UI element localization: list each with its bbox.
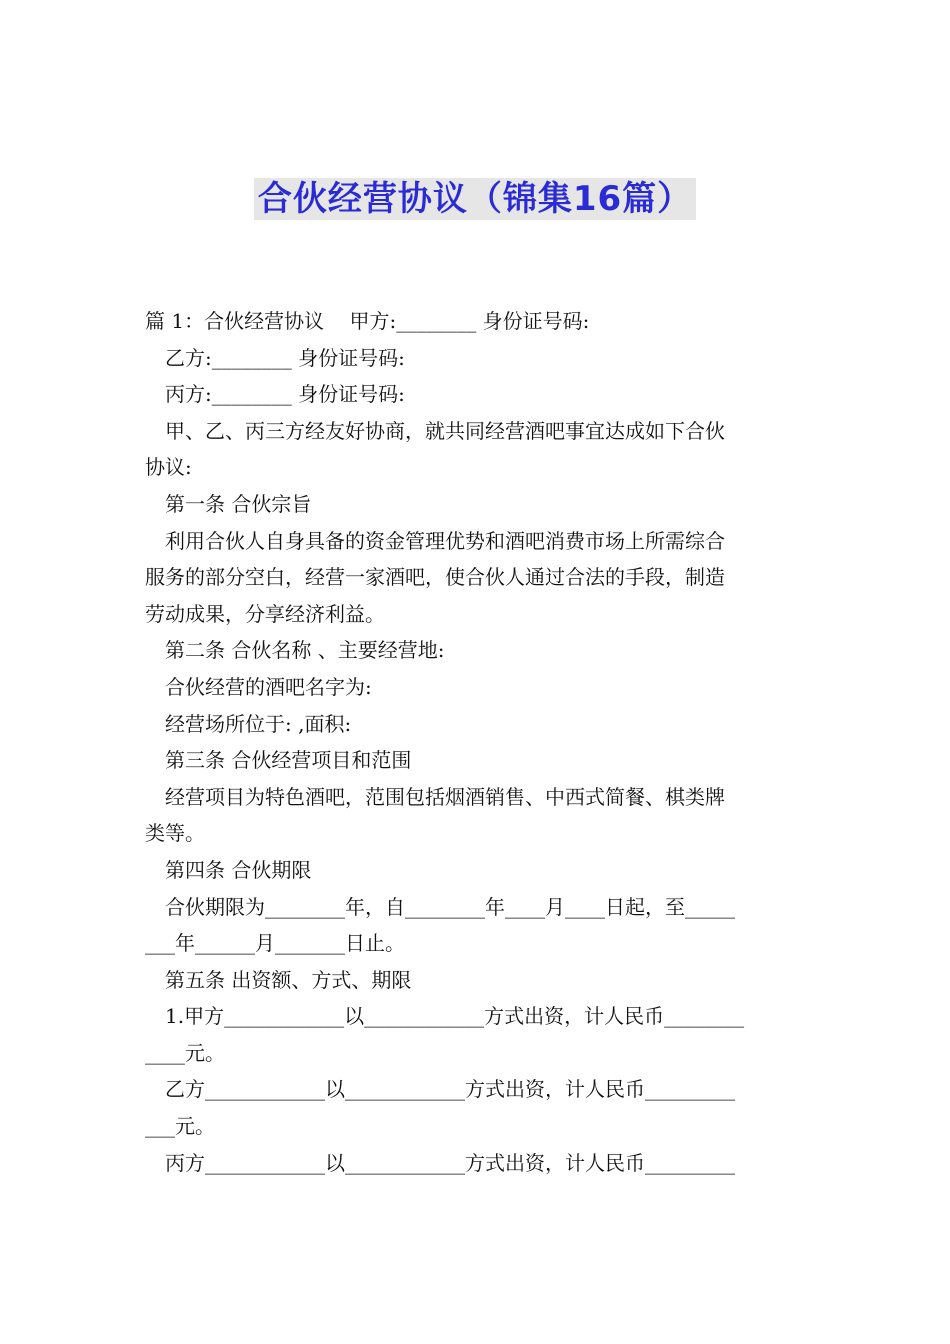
article-5-heading: 第五条 出资额、方式、期限 [165, 967, 412, 992]
article-5-party-b-line-1: 乙方____________以____________方式出资，计人民币_________ [165, 1077, 735, 1102]
article-3-heading: 第三条 合伙经营项目和范围 [165, 748, 412, 773]
article-5-party-a-line-1: 1.甲方____________以____________方式出资，计人民币________ [165, 1004, 745, 1029]
article-1-line-1: 利用合伙人自身具备的资金管理优势和酒吧消费市场上所需综合 [165, 528, 725, 553]
intro-line-1: 甲、乙、丙三方经友好协商，就共同经营酒吧事宜达成如下合伙 [165, 418, 725, 443]
article-1-line-3: 劳动成果，分享经济利益。 [145, 601, 385, 626]
article-2-heading: 第二条 合伙名称 、主要经营地: [165, 638, 445, 663]
party-a-line: 篇 1：合伙经营协议 甲方:________ 身份证号码: [145, 309, 590, 333]
article-1-line-2: 服务的部分空白，经营一家酒吧，使合伙人通过合法的手段，制造 [145, 565, 725, 590]
title-container [0, 178, 950, 220]
article-1-heading: 第一条 合伙宗旨 [165, 491, 312, 516]
article-5-party-b-line-2: ___元。 [145, 1114, 215, 1139]
article-2-name-line: 合伙经营的酒吧名字为: [165, 674, 372, 699]
article-5-party-a-line-2: ____元。 [145, 1040, 225, 1065]
party-c-line: 丙方:________ 身份证号码: [165, 382, 405, 407]
article-4-heading: 第四条 合伙期限 [165, 857, 312, 882]
intro-line-2: 协议: [145, 455, 192, 480]
article-5-party-c-line-1: 丙方____________以____________方式出资，计人民币_________ [165, 1150, 735, 1175]
document-body [145, 303, 810, 1181]
article-4-line-2: ___年______月_______日止。 [145, 931, 405, 956]
document-title: 合伙经营协议（锦集16篇） [254, 178, 696, 220]
article-2-location-line: 经营场所位于: ,面积: [165, 711, 352, 736]
article-3-line-1: 经营项目为特色酒吧，范围包括烟酒销售、中西式简餐、棋类牌 [165, 784, 725, 809]
article-4-line-1: 合伙期限为________年，自________年____月____日起，至_____ [165, 894, 735, 919]
party-b-line: 乙方:________ 身份证号码: [165, 345, 405, 370]
article-3-line-2: 类等。 [145, 821, 205, 846]
